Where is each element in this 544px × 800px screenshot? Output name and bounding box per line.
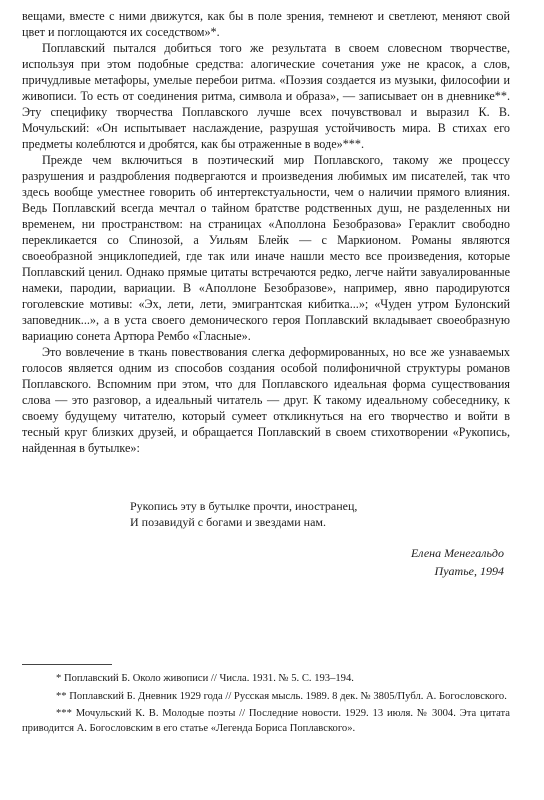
footnotes [22, 672, 510, 739]
poem-quote [130, 498, 490, 530]
paragraph: Прежде чем включиться в поэтический мир Поплавского, такому же процессу разрушения и раздробления подвергаются и произведения любимых им писателей, так что здесь вообще уместнее говорить об интертекстуальности, чем о наличии прямого влияния. Ведь Поплавский всегда мечтал о тайном братстве родственных душ, не разделенных ни временем, ни пространством: на страницах «Аполлона Безобразова» Гераклит свободно перекликается со Спинозой, а Уильям Блейк — с Маркионом. Романы являются своеобразной энциклопедией, где так или иначе нашли место все произведения, которые Поплавский ценил. Однако прямые цитаты встречаются редко, легче найти завуалированные намеки, пародии, вариации. В «Аполлоне Безобразове», например, явно пародируются гоголевские мотивы: «Эх, лети, лети, эмигрантская кибитка...»; «Чуден утром Булонский заповедник...», а в уста своего демонического героя Поплавский вкладывает своеобразную вариацию сонета Артюра Рембо «Гласные». [22, 153, 510, 343]
place-date: Пуатье, 1994 [434, 564, 504, 578]
poem-line: Рукопись эту в бутылке прочти, иностранец, [130, 499, 358, 513]
paragraph-continuation: вещами, вместе с ними движутся, как бы в поле зрения, темнеют и светлеют, меняют свой цвет и поглощаются их соседством»*. [22, 9, 510, 39]
footnote-divider [22, 664, 112, 665]
paragraph: Это вовлечение в ткань повествования слегка деформированных, но все же узнаваемых голосов является одним из способов создания особой полифоничной структуры романов Поплавского. Вспомним при этом, что для Поплавского идеальная форма существования слова — это разговор, а идеальный читатель — друг. К такому идеальному собеседнику, к своему будущему читателю, который сумеет откликнуться на его творчество и войти в тесный круг близких друзей, и обращается Поплавский в своем стихотворении «Рукопись, найденная в бутылке»: [22, 345, 510, 455]
author-name: Елена Менегальдо [410, 546, 504, 560]
paragraph: Поплавский пытался добиться того же результата в своем словесном творчестве, используя при этом подобные средства: алогические сочетания уже не красок, а слов, причудливые метафоры, умелые перебои ритма. «Поэзия создается из музыки, философии и живописи. То есть от соединения ритма, символа и образа», — записывает он в дневнике**. Эту специфику творчества Поплавского лучше всех почувствовал и выразил К. В. Мочульский: «Он испытывает наслаждение, разрушая устойчивость мира. В стихах его предметы колеблются и дробятся, как бы отраженные в воде»***. [22, 41, 510, 151]
footnote: * Поплавский Б. Около живописи // Числа. 1931. № 5. С. 193–194. [56, 673, 354, 684]
footnote: *** Мочульский К. В. Молодые поэты // Последние новости. 1929. 13 июля. № 3004. Эта цитата приводится А. Богословским в его статье «Легенда Бориса Поплавского». [22, 708, 510, 734]
poem-line: И позавидуй с богами и звездами нам. [130, 515, 327, 529]
main-text [22, 8, 510, 456]
signature [254, 544, 504, 580]
footnote: ** Поплавский Б. Дневник 1929 года // Русская мысль. 1989. 8 дек. № 3805/Публ. А. Богословского. [56, 690, 507, 702]
